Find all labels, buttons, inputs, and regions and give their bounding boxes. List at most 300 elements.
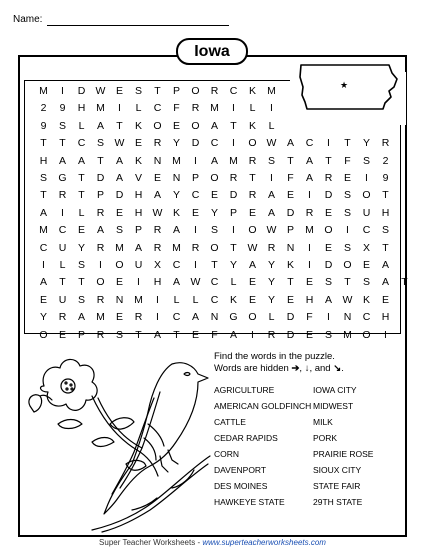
grid-letter: T <box>287 276 294 289</box>
grid-letter: L <box>268 119 275 132</box>
grid-letter: O <box>153 119 162 132</box>
grid-letter: E <box>210 189 218 202</box>
grid-letter: O <box>39 328 48 341</box>
grid-letter: 9 <box>59 102 66 115</box>
grid-letter: C <box>210 137 219 150</box>
word-item: IOWA CITY <box>313 385 357 395</box>
grid-letter: E <box>172 119 180 132</box>
grid-letter: H <box>153 276 162 289</box>
grid-letter: D <box>324 189 333 202</box>
grid-letter: P <box>229 206 237 219</box>
grid-letter: T <box>59 137 66 150</box>
grid-letter: A <box>210 154 218 167</box>
grid-letter: S <box>134 85 142 97</box>
word-item: STATE FAIR <box>313 481 361 491</box>
grid-letter: A <box>210 119 218 132</box>
grid-letter: W <box>114 137 125 150</box>
grid-letter: C <box>305 137 314 150</box>
grid-letter: K <box>286 259 294 271</box>
grid-letter: A <box>305 172 313 184</box>
grid-letter: I <box>194 224 197 237</box>
grid-letter: C <box>210 293 219 306</box>
grid-letter: R <box>191 241 200 254</box>
grid-letter: A <box>248 259 256 271</box>
grid-letter: N <box>210 311 219 324</box>
grid-letter: I <box>232 224 235 237</box>
grid-letter: E <box>305 276 313 289</box>
grid-letter: P <box>286 224 294 237</box>
grid-letter: I <box>42 259 45 271</box>
grid-letter: D <box>324 259 333 271</box>
grid-letter: M <box>210 102 219 115</box>
grid-letter: Y <box>210 206 218 219</box>
grid-letter: E <box>286 293 294 306</box>
grid-letter: T <box>173 328 180 341</box>
grid-letter: 2 <box>40 102 47 115</box>
word-item: 29TH STATE <box>313 497 363 507</box>
grid-letter: I <box>137 276 140 289</box>
grid-letter: H <box>381 206 390 219</box>
grid-letter: C <box>172 259 181 271</box>
grid-letter: U <box>58 293 67 306</box>
grid-letter: X <box>153 259 161 271</box>
grid-letter: A <box>96 119 104 132</box>
grid-letter: O <box>191 119 200 132</box>
grid-letter: R <box>324 172 333 184</box>
grid-letter: H <box>305 293 314 306</box>
grid-letter: O <box>210 241 219 254</box>
grid-letter: A <box>39 206 47 219</box>
grid-letter: Y <box>267 293 275 306</box>
grid-letter: P <box>134 224 142 237</box>
grid-letter: M <box>39 224 48 237</box>
grid-letter: D <box>286 206 295 219</box>
grid-letter: I <box>270 102 273 115</box>
grid-letter: L <box>78 206 85 219</box>
grid-letter: A <box>172 224 180 237</box>
grid-letter: 2 <box>382 154 389 167</box>
grid-letter: Y <box>172 189 180 202</box>
grid-letter: C <box>153 102 162 115</box>
grid-letter: K <box>229 293 237 306</box>
grid-letter: T <box>344 137 351 150</box>
grid-letter: W <box>266 137 277 150</box>
grid-letter: H <box>39 154 48 167</box>
grid-letter: S <box>39 172 47 184</box>
grid-letter: R <box>153 224 162 237</box>
grid-letter: O <box>362 328 371 341</box>
grid-letter: D <box>286 328 295 341</box>
grid-letter: 9 <box>382 172 389 184</box>
arrow-diagonal-icon: ↘ <box>333 363 342 374</box>
grid-letter: T <box>154 85 161 97</box>
grid-letter: R <box>58 311 67 324</box>
grid-letter: I <box>327 311 330 324</box>
instructions-line-2 <box>214 363 344 375</box>
grid-letter: F <box>344 154 351 167</box>
word-item: MILK <box>313 417 333 427</box>
grid-letter: M <box>229 154 238 167</box>
iowa-map-icon <box>293 47 403 117</box>
grid-letter: D <box>115 189 124 202</box>
grid-letter: W <box>190 276 201 289</box>
grid-letter: E <box>324 241 332 254</box>
grid-letter: E <box>305 328 313 341</box>
grid-letter: T <box>116 119 123 132</box>
grid-letter: Y <box>172 137 180 150</box>
instructions-end: . <box>341 363 344 374</box>
grid-letter: K <box>248 85 256 97</box>
grid-letter: A <box>267 206 275 219</box>
grid-letter: E <box>362 259 370 271</box>
grid-letter: P <box>191 172 199 184</box>
grid-letter: R <box>305 206 314 219</box>
grid-letter: I <box>308 241 311 254</box>
grid-letter: D <box>229 189 238 202</box>
grid-letter: S <box>324 328 332 341</box>
grid-letter: E <box>191 206 199 219</box>
grid-letter: C <box>362 311 371 324</box>
word-item: AMERICAN GOLDFINCH <box>214 401 312 411</box>
grid-letter: E <box>115 206 123 219</box>
grid-letter: T <box>40 137 47 150</box>
grid-letter: T <box>40 189 47 202</box>
word-item: PORK <box>313 433 338 443</box>
grid-letter: W <box>342 293 353 306</box>
grid-letter: R <box>153 137 162 150</box>
name-line <box>47 25 229 26</box>
footer-brand: Super Teacher Worksheets <box>99 538 196 547</box>
grid-letter: M <box>96 102 105 115</box>
grid-letter: T <box>230 241 237 254</box>
grid-letter: H <box>381 311 390 324</box>
grid-letter: G <box>58 172 67 184</box>
grid-letter: A <box>229 328 237 341</box>
grid-letter: I <box>308 259 311 271</box>
grid-letter: C <box>210 276 219 289</box>
grid-letter: E <box>324 206 332 219</box>
word-item: DES MOINES <box>214 481 268 491</box>
instructions-and: , and <box>309 363 331 374</box>
grid-letter: A <box>191 311 199 324</box>
grid-letter: R <box>191 102 200 115</box>
word-item: PRAIRIE ROSE <box>313 449 374 459</box>
word-item: HAWKEYE STATE <box>214 497 285 507</box>
grid-letter: H <box>134 206 143 219</box>
grid-letter: A <box>77 311 85 324</box>
grid-letter: S <box>96 137 104 150</box>
grid-letter: R <box>381 137 390 150</box>
capital-star-icon: ★ <box>339 81 349 91</box>
arrow-down-icon: ↓ <box>304 363 310 374</box>
grid-letter: S <box>58 119 66 132</box>
grid-letter: T <box>344 276 351 289</box>
grid-letter: T <box>78 189 85 202</box>
grid-letter: E <box>153 172 161 184</box>
grid-letter: L <box>192 293 199 306</box>
grid-letter: M <box>172 154 181 167</box>
grid-letter: L <box>173 293 180 306</box>
grid-letter: A <box>324 293 332 306</box>
grid-letter: M <box>343 328 352 341</box>
grid-letter: C <box>58 224 67 237</box>
grid-letter: C <box>172 311 181 324</box>
grid-letter: E <box>248 276 256 289</box>
grid-letter: N <box>343 311 352 324</box>
grid-letter: A <box>286 137 294 150</box>
grid-letter: I <box>194 154 197 167</box>
grid-letter: O <box>248 137 257 150</box>
grid-letter: K <box>362 293 370 306</box>
grid-letter: M <box>39 85 48 97</box>
grid-letter: O <box>210 172 219 184</box>
grid-letter: S <box>362 154 370 167</box>
grid-letter: S <box>210 224 218 237</box>
grid-letter: G <box>229 311 238 324</box>
grid-letter: A <box>58 154 66 167</box>
grid-letter: R <box>96 206 105 219</box>
grid-letter: S <box>115 328 123 341</box>
grid-letter: A <box>381 259 389 271</box>
grid-letter: R <box>248 154 257 167</box>
grid-letter: N <box>115 293 124 306</box>
grid-letter: I <box>251 328 254 341</box>
grid-letter: C <box>229 85 238 97</box>
footer <box>0 538 425 547</box>
grid-letter: I <box>270 172 273 184</box>
grid-letter: I <box>61 206 64 219</box>
grid-letter: T <box>59 276 66 289</box>
grid-letter: M <box>115 241 124 254</box>
grid-letter: C <box>77 137 86 150</box>
grid-letter: A <box>172 276 180 289</box>
grid-letter: S <box>324 276 332 289</box>
grid-letter: D <box>96 172 105 184</box>
grid-letter: T <box>287 154 294 167</box>
word-item: SIOUX CITY <box>313 465 362 475</box>
grid-letter: I <box>61 85 64 97</box>
grid-letter: S <box>77 259 85 271</box>
grid-letter: I <box>118 102 121 115</box>
grid-letter: K <box>134 119 142 132</box>
footer-sep: - <box>195 538 203 547</box>
grid-letter: F <box>211 328 218 341</box>
name-label: Name: <box>13 14 43 25</box>
grid-letter: O <box>115 259 124 271</box>
word-item: DAVENPORT <box>214 465 267 475</box>
grid-letter: P <box>172 85 180 97</box>
grid-letter: 9 <box>40 119 47 132</box>
grid-letter: E <box>343 172 351 184</box>
grid-letter: R <box>267 328 276 341</box>
grid-letter: E <box>191 328 199 341</box>
grid-letter: T <box>97 154 104 167</box>
arrow-right-icon: ➔ <box>291 363 300 374</box>
grid-letter: C <box>39 241 48 254</box>
grid-letter: O <box>362 189 371 202</box>
grid-letter: Y <box>267 259 275 271</box>
grid-letter: D <box>77 85 86 97</box>
page-title: Iowa <box>176 38 248 65</box>
grid-letter: W <box>152 206 163 219</box>
grid-letter: I <box>384 328 387 341</box>
grid-letter: N <box>153 154 162 167</box>
grid-letter: E <box>77 224 85 237</box>
grid-letter: R <box>58 189 67 202</box>
grid-letter: E <box>134 137 142 150</box>
grid-letter: O <box>324 224 333 237</box>
grid-letter: R <box>210 85 219 97</box>
grid-letter: S <box>77 293 85 306</box>
grid-letter: I <box>308 189 311 202</box>
grid-letter: L <box>249 102 256 115</box>
grid-letter: D <box>286 311 295 324</box>
grid-letter: U <box>362 206 371 219</box>
grid-letter: S <box>362 276 370 289</box>
word-item: MIDWEST <box>313 401 354 411</box>
grid-letter: T <box>78 172 85 184</box>
grid-letter: E <box>248 206 256 219</box>
grid-letter: T <box>401 276 408 289</box>
grid-letter: I <box>156 293 159 306</box>
grid-letter: R <box>267 241 276 254</box>
grid-letter: O <box>248 311 257 324</box>
grid-letter: R <box>96 293 105 306</box>
grid-letter: S <box>343 189 351 202</box>
grid-letter: L <box>230 276 237 289</box>
word-list-left <box>214 384 311 512</box>
grid-letter: A <box>77 154 85 167</box>
grid-letter: I <box>346 224 349 237</box>
grid-letter: E <box>115 311 123 324</box>
grid-letter: O <box>343 259 352 271</box>
grid-letter: D <box>191 137 200 150</box>
grid-letter: T <box>382 241 389 254</box>
grid-letter: C <box>362 224 371 237</box>
grid-letter: I <box>327 137 330 150</box>
grid-letter: E <box>115 85 123 97</box>
grid-letter: T <box>325 154 332 167</box>
grid-letter: A <box>134 241 142 254</box>
grid-letter: A <box>267 189 275 202</box>
instructions-prefix: Words are hidden <box>214 363 289 374</box>
grid-letter: E <box>39 293 47 306</box>
word-item: CEDAR RAPIDS <box>214 433 278 443</box>
grid-letter: N <box>286 241 295 254</box>
grid-letter: H <box>77 102 86 115</box>
grid-letter: I <box>365 172 368 184</box>
word-item: CATTLE <box>214 417 246 427</box>
grid-letter: P <box>77 328 85 341</box>
grid-letter: F <box>306 311 313 324</box>
grid-letter: E <box>381 293 389 306</box>
grid-letter: A <box>153 189 161 202</box>
grid-letter: E <box>115 276 123 289</box>
grid-letter: R <box>134 311 143 324</box>
grid-letter: I <box>232 102 235 115</box>
grid-letter: S <box>343 241 351 254</box>
goldfinch-wild-rose-illustration <box>22 338 212 533</box>
grid-letter: C <box>191 189 200 202</box>
grid-letter: S <box>267 154 275 167</box>
grid-letter: T <box>135 328 142 341</box>
grid-letter: T <box>249 172 256 184</box>
grid-letter: A <box>305 154 313 167</box>
grid-letter: V <box>134 172 142 184</box>
grid-letter: R <box>96 241 105 254</box>
grid-letter: Y <box>267 276 275 289</box>
grid-letter: I <box>156 311 159 324</box>
grid-letter: O <box>248 224 257 237</box>
grid-letter: T <box>382 189 389 202</box>
grid-letter: O <box>96 276 105 289</box>
word-item: CORN <box>214 449 240 459</box>
grid-letter: R <box>96 328 105 341</box>
grid-letter: A <box>39 276 47 289</box>
grid-letter: R <box>248 189 257 202</box>
grid-letter: R <box>153 241 162 254</box>
grid-letter: M <box>267 85 276 97</box>
grid-letter: A <box>96 224 104 237</box>
grid-letter: U <box>134 259 143 271</box>
grid-letter: N <box>172 172 181 184</box>
grid-letter: F <box>173 102 180 115</box>
grid-letter: A <box>115 172 123 184</box>
grid-letter: I <box>99 259 102 271</box>
grid-letter: M <box>305 224 314 237</box>
grid-letter: M <box>96 311 105 324</box>
grid-letter: W <box>95 85 106 97</box>
word-list-right <box>313 384 373 512</box>
grid-letter: A <box>153 328 161 341</box>
grid-letter: Y <box>77 241 85 254</box>
grid-letter: T <box>230 119 237 132</box>
grid-letter: S <box>115 224 123 237</box>
instructions-line-1: Find the words in the puzzle. <box>214 351 335 362</box>
grid-letter: S <box>343 206 351 219</box>
grid-letter: A <box>115 154 123 167</box>
grid-letter: K <box>134 154 142 167</box>
footer-url[interactable]: www.superteacherworksheets.com <box>202 538 326 547</box>
grid-letter: R <box>229 172 238 184</box>
grid-letter: W <box>247 241 258 254</box>
grid-letter: X <box>362 241 370 254</box>
grid-letter: P <box>96 189 104 202</box>
grid-letter: E <box>286 189 294 202</box>
grid-letter: A <box>381 276 389 289</box>
grid-letter: I <box>232 137 235 150</box>
grid-letter: K <box>172 206 180 219</box>
grid-letter: L <box>135 102 142 115</box>
grid-letter: F <box>287 172 294 184</box>
grid-letter: M <box>172 241 181 254</box>
grid-letter: Y <box>362 137 370 150</box>
grid-letter: L <box>59 259 66 271</box>
grid-letter: S <box>381 224 389 237</box>
grid-letter: E <box>248 293 256 306</box>
grid-letter: L <box>78 119 85 132</box>
grid-letter: L <box>268 311 275 324</box>
instructions <box>214 351 344 375</box>
grid-letter: T <box>78 276 85 289</box>
grid-letter: T <box>211 259 218 271</box>
grid-letter: W <box>266 224 277 237</box>
grid-letter: Y <box>229 259 237 271</box>
grid-letter: H <box>134 189 143 202</box>
instructions-sep: , <box>299 363 303 374</box>
word-item: AGRICULTURE <box>214 385 275 395</box>
grid-letter: O <box>191 85 200 97</box>
